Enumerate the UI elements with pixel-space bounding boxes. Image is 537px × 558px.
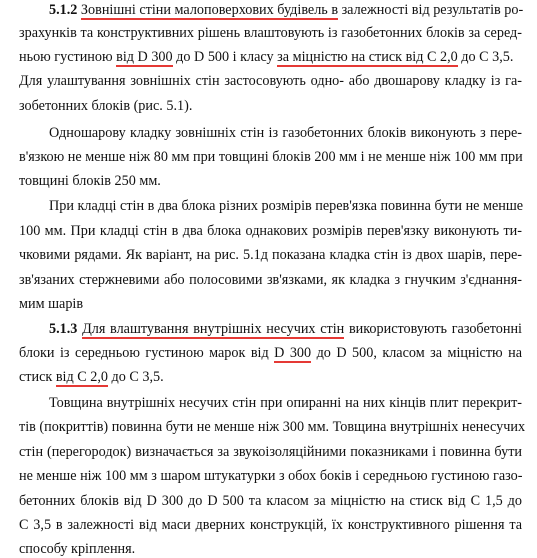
underlined-density-d300-2: D 300 (274, 345, 312, 361)
p2-line-3: товщині блоків 250 мм. (19, 173, 161, 189)
p1-line-3-b: до D 500 і класу (172, 49, 278, 65)
p3-line-1: При кладці стін в два блока різних розмірів перев'язка повинна бути не менше (49, 198, 524, 214)
p5-line-3: стін (перегородок) визначається за звукоізоляційними показниками і повинна бути (19, 444, 522, 460)
p3-line-2: 100 мм. При кладці стін в два блока однакових розмірів перев'язку виконують ти- (19, 223, 522, 239)
p1-line-5: зобетонних блоків (рис. 5.1). (19, 98, 193, 114)
p1-line-3-c: до С 3,5. (457, 49, 514, 65)
p2-line-2: в'язкою не менше ніж 80 мм при товщині блоків 200 мм і не менше ніж 100 мм при (19, 149, 523, 165)
underlined-strength-c2: за міцністю на стиск від С 2,0 (277, 49, 458, 65)
p4-line-2-b: до D 500, класом за міцністю на (311, 345, 522, 361)
underlined-density-d300: від D 300 (116, 49, 173, 65)
p5-line-2: тів (покриттів) повинна бути не менше ніж 300 мм. Товщина внутрішніх ненесучих (19, 419, 526, 435)
p3-line-4: зв'язаних стержневими або полосовими зв'язками, як кладка з гнучким з'єднання- (19, 272, 522, 288)
p4-line-1-rest: використовують газобетонні (344, 321, 522, 337)
p5-line-4: не менше ніж 100 мм з шаром штукатурки з обох боків і середньою густиною газо- (19, 468, 523, 484)
p3-line-5: мим шарів (19, 296, 84, 312)
section-number-5-1-2: 5.1.2 (49, 2, 78, 18)
p4-line-1 (49, 320, 522, 338)
p1-line-1 (49, 1, 522, 19)
p1-line-2: зрахунків та конструктивних рішень влаштовують із газобетонних блоків за серед- (19, 25, 522, 41)
p4-line-2 (19, 344, 522, 362)
p5-line-6: С 3,5 в залежності від маси дверних конструкцій, їх конструктивного рішення та (19, 517, 522, 533)
p1-line-3 (19, 48, 522, 66)
p1-line-3-a: ньою густиною (19, 49, 117, 65)
p5-line-7: способу кріплення. (19, 541, 136, 557)
underlined-strength-c2-2: від С 2,0 (55, 369, 108, 385)
section-number-5-1-3: 5.1.3 (49, 321, 78, 337)
p5-line-1: Товщина внутрішніх несучих стін при опиранні на них кінців плит перекрит- (49, 395, 522, 411)
p4-line-3-b: до С 3,5. (107, 369, 164, 385)
p4-line-3-a: стиск (19, 369, 56, 385)
p1-line-1-rest: залежності від результатів ро- (338, 2, 524, 18)
underlined-phrase-exterior-walls: Зовнішні стіни малоповерхових будівель в (80, 2, 339, 18)
underlined-phrase-interior-walls: Для влаштування внутрішніх несучих стін (82, 321, 345, 337)
p4-line-2-a: блоки із середньою густиною марок від (19, 345, 275, 361)
p4-line-3 (19, 368, 522, 386)
p2-line-1: Одношарову кладку зовнішніх стін із газобетонних блоків виконують з пере- (49, 125, 522, 141)
p3-line-3: чковими рядами. Як варіант, на рис. 5.1д показана кладка стін із двох шарів, пере- (19, 247, 522, 263)
p5-line-5: бетонних блоків від D 300 до D 500 та класом за міцністю на стиск від С 1,5 до (19, 493, 522, 509)
p1-line-4: Для улаштування зовнішніх стін застосовують одно- або двошарову кладку із га- (19, 73, 522, 89)
